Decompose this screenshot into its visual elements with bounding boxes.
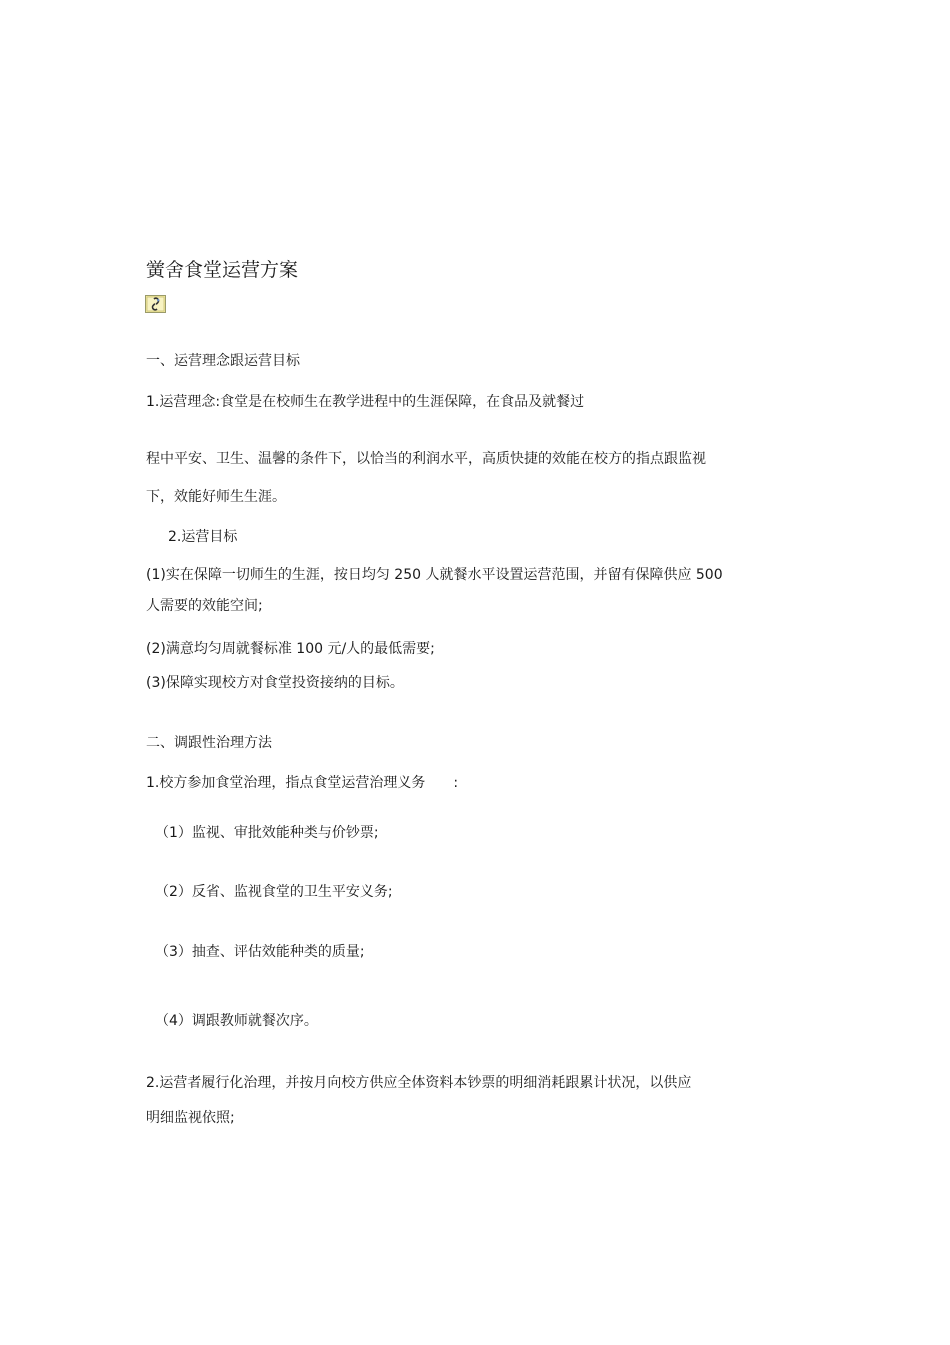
section-2-subitem-3: （3）抽查、评估效能种类的质量;	[155, 944, 365, 960]
section-2-subitem-4: （4）调跟教师就餐次序。	[155, 1013, 318, 1029]
section-1-paragraph-1-line-3: 下，效能好师生生涯。	[146, 489, 286, 505]
section-2-paragraph-2-line-1: 2.运营者履行化治理，并按月向校方供应全体资料本钞票的明细消耗跟累计状况，以供应	[146, 1075, 692, 1091]
document-link-icon[interactable]	[145, 295, 166, 313]
document-title: 黉舍食堂运营方案	[146, 259, 299, 281]
section-1-paragraph-1-line-2: 程中平安、卫生、温馨的条件下，以恰当的利润水平，高质快捷的效能在校方的指点跟监视	[146, 451, 706, 467]
section-2-paragraph-2-line-2: 明细监视依照;	[146, 1110, 235, 1126]
section-2-paragraph-1: 1.校方参加食堂治理，指点食堂运营治理义务 :	[146, 775, 459, 791]
section-1-item-1-line-1: (1)实在保障一切师生的生涯，按日均匀 250 人就餐水平设置运营范围，并留有保障供应 500	[146, 567, 723, 583]
section-1-paragraph-1-line-1: 1.运营理念:食堂是在校师生在教学进程中的生涯保障，在食品及就餐过	[146, 394, 585, 410]
section-1-heading: 一、运营理念跟运营目标	[146, 353, 300, 369]
section-1-item-1-line-2: 人需要的效能空间;	[146, 598, 263, 614]
section-1-item-2: (2)满意均匀周就餐标准 100 元/人的最低需要;	[146, 641, 435, 657]
section-1-item-3: (3)保障实现校方对食堂投资接纳的目标。	[146, 675, 404, 691]
section-2-subitem-1: （1）监视、审批效能种类与价钞票;	[155, 825, 379, 841]
section-2-heading: 二、调跟性治理方法	[146, 735, 272, 751]
section-1-subheading: 2.运营目标	[168, 529, 238, 545]
section-2-subitem-2: （2）反省、监视食堂的卫生平安义务;	[155, 884, 393, 900]
